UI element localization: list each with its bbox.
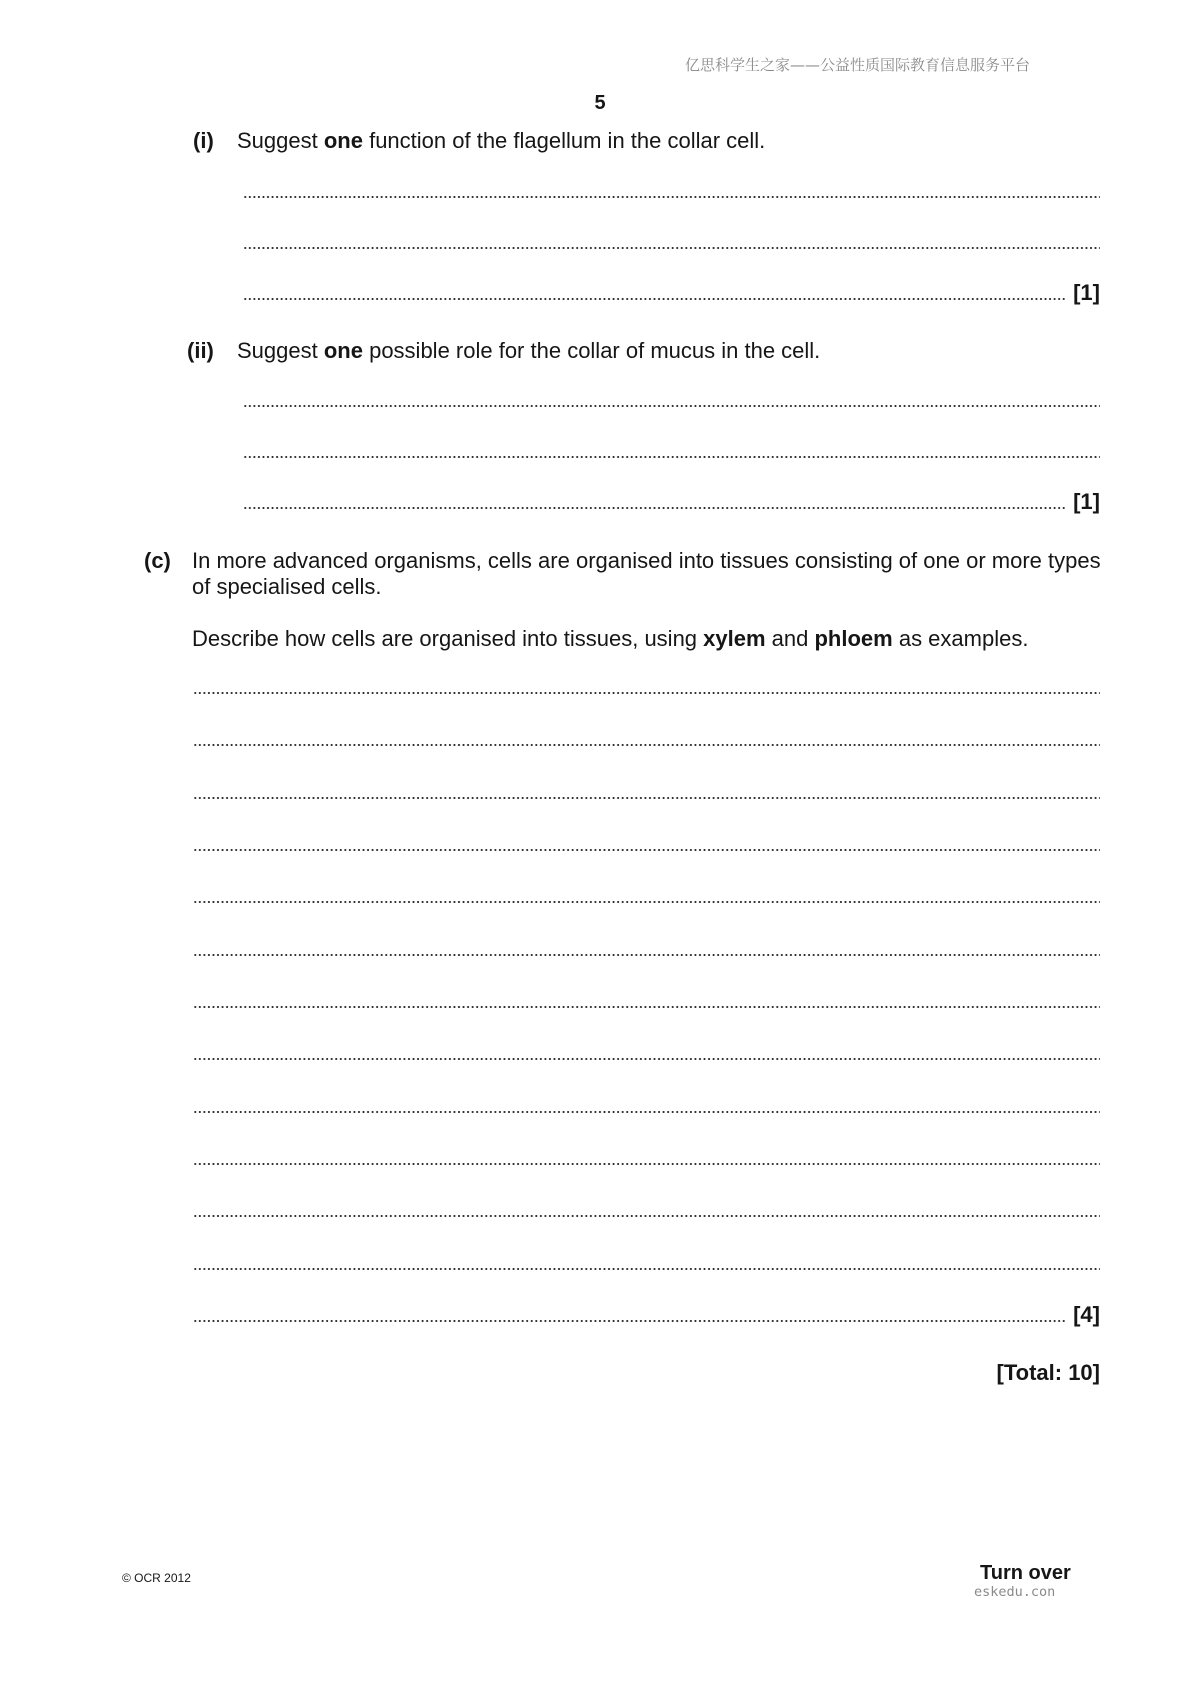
answer-line (193, 831, 1100, 857)
site-watermark: eskedu.con (974, 1584, 1056, 1600)
dotted-line (193, 988, 1100, 1014)
dotted-line (243, 229, 1100, 255)
prompt-before: Describe how cells are organised into tissues, using (192, 626, 704, 651)
answer-lines-c (193, 674, 1100, 1328)
question-intro-c: In more advanced organisms, cells are organised into tissues consisting of one or more types of specialised cells. (192, 548, 1101, 599)
dotted-line (243, 489, 1067, 515)
prompt-phloem: phloem (814, 626, 893, 651)
question-text-ii-bold: one (323, 338, 363, 363)
dotted-line (193, 674, 1100, 700)
answer-lines-ii (243, 387, 1100, 515)
dotted-line (193, 1093, 1100, 1119)
question-label-ii: (ii) (187, 338, 214, 363)
dotted-line (193, 883, 1100, 909)
prompt-after: as examples. (892, 626, 1029, 651)
question-text-ii (237, 338, 820, 364)
mark-allocation-i: [1] (1073, 280, 1100, 305)
answer-line (243, 387, 1100, 413)
answer-line (243, 280, 1100, 306)
answer-line (193, 1302, 1100, 1328)
prompt-xylem: xylem (703, 626, 766, 651)
answer-line (193, 1040, 1100, 1066)
answer-line (193, 1197, 1100, 1223)
question-label-c: (c) (144, 548, 171, 573)
question-text-i-before: Suggest (237, 128, 324, 153)
question-text-i (237, 128, 765, 154)
answer-line (193, 1250, 1100, 1276)
dotted-line (243, 280, 1067, 306)
dotted-line (193, 1250, 1100, 1276)
dotted-line (193, 1040, 1100, 1066)
question-text-ii-before: Suggest (237, 338, 324, 363)
page-number: 5 (594, 92, 606, 114)
dotted-line (243, 387, 1100, 413)
dotted-line (193, 831, 1100, 857)
copyright-notice: © OCR 2012 (122, 1571, 191, 1585)
dotted-line (243, 178, 1100, 204)
turn-over-label: Turn over (980, 1562, 1071, 1584)
dotted-line (243, 438, 1100, 464)
dotted-line (193, 726, 1100, 752)
answer-line (243, 229, 1100, 255)
mark-allocation-ii: [1] (1073, 489, 1100, 514)
question-text-ii-after: possible role for the collar of mucus in the cell. (362, 338, 821, 363)
question-text-i-bold: one (323, 128, 363, 153)
dotted-line (193, 779, 1100, 805)
mark-allocation-c: [4] (1073, 1301, 1100, 1327)
dotted-line (193, 936, 1100, 962)
question-text-i-after: function of the flagellum in the collar cell. (362, 128, 766, 153)
answer-line (193, 674, 1100, 700)
answer-line (243, 489, 1100, 515)
answer-line (193, 726, 1100, 752)
answer-line (193, 1145, 1100, 1171)
answer-line (193, 779, 1100, 805)
total-marks: [Total: 10] (996, 1360, 1100, 1385)
answer-line (243, 178, 1100, 204)
answer-line (193, 988, 1100, 1014)
question-label-i: (i) (193, 128, 214, 153)
dotted-line (193, 1197, 1100, 1223)
header-watermark: 亿思科学生之家——公益性质国际教育信息服务平台 (685, 56, 1031, 74)
answer-lines-i (243, 178, 1100, 306)
answer-line (243, 438, 1100, 464)
prompt-mid: and (765, 626, 815, 651)
dotted-line (193, 1302, 1067, 1328)
answer-line (193, 1093, 1100, 1119)
dotted-line (193, 1145, 1100, 1171)
answer-line (193, 883, 1100, 909)
answer-line (193, 936, 1100, 962)
question-prompt-c (192, 626, 1028, 652)
